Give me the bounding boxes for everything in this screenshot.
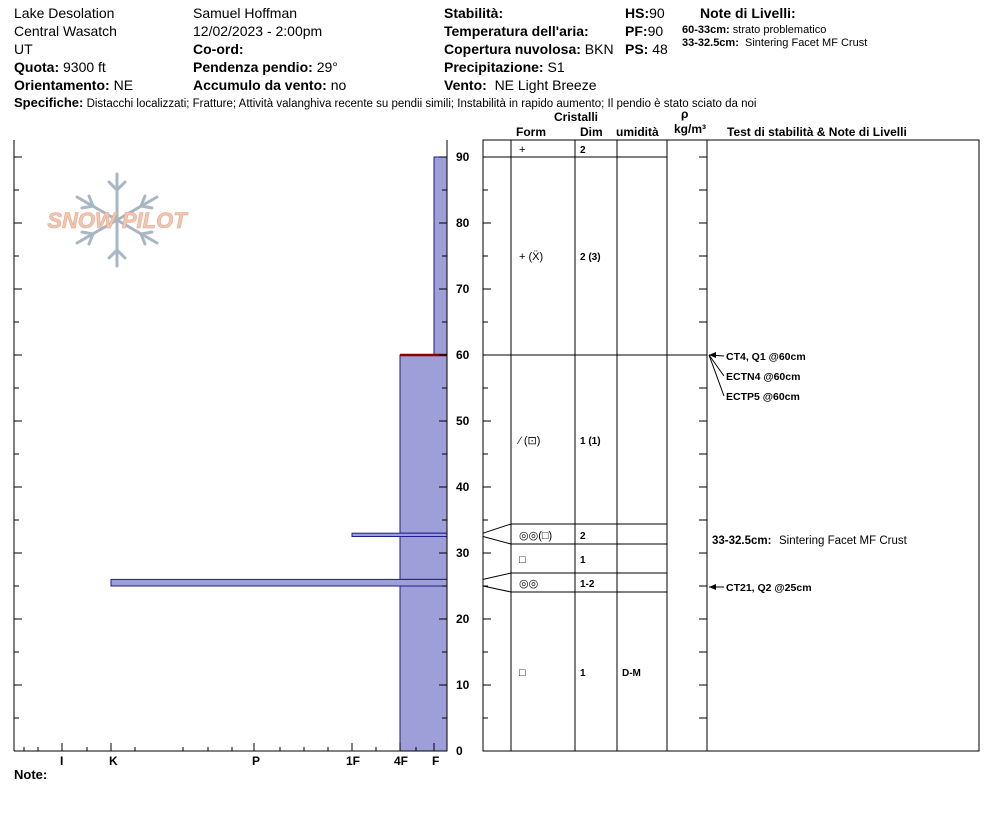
layer-note-2-text: Sintering Facet MF Crust bbox=[745, 37, 868, 49]
depth-tick-label: 10 bbox=[456, 678, 470, 692]
wind-loading-value: no bbox=[330, 77, 347, 93]
note-label: Note: bbox=[14, 767, 48, 782]
wind-loading-label: Accumulo da vento: bbox=[193, 77, 327, 93]
crystal-dim-value: 1 (1) bbox=[580, 436, 601, 447]
crystal-form-symbol: + (Ẍ) bbox=[519, 251, 544, 263]
layer-note-range: 33-32.5cm: bbox=[712, 535, 772, 547]
hardness-tick-label: I bbox=[60, 754, 64, 768]
hardness-layer-bar bbox=[111, 579, 447, 586]
coord-label: Co-ord: bbox=[193, 41, 244, 57]
precip-value: S1 bbox=[547, 59, 565, 75]
crystal-form-symbol: + bbox=[519, 144, 526, 156]
pf-label: PF: bbox=[625, 23, 648, 39]
aspect-value: NE bbox=[113, 77, 134, 93]
elevation-label: Quota: bbox=[14, 59, 60, 75]
stability-test-arrow bbox=[709, 584, 716, 590]
crystal-dim-value: 1-2 bbox=[580, 579, 595, 590]
stability-notes-header: Test di stabilità & Note di Livelli bbox=[727, 125, 907, 139]
layer-boundary-connector bbox=[483, 586, 511, 592]
stability-test-pointer bbox=[709, 355, 724, 396]
crystal-dim-value: 2 (3) bbox=[580, 252, 601, 263]
snowpilot-logo-text: SNOW PILOT bbox=[47, 208, 187, 233]
density-unit: kg/m³ bbox=[674, 122, 707, 136]
sky-label: Copertura nuvolosa: bbox=[444, 41, 581, 57]
depth-tick-label: 20 bbox=[456, 612, 470, 626]
specifics-text: Distacchi localizzati; Fratture; Attività valanghiva recente su pendii simili; Instabilità in rapido aumento; Il pendio è stato sciato da noi bbox=[86, 98, 757, 110]
state-name: UT bbox=[14, 41, 33, 57]
stability-test-label: ECTN4 @60cm bbox=[726, 371, 801, 383]
layer-boundary-connector bbox=[483, 524, 511, 533]
elevation-value: 9300 ft bbox=[63, 59, 106, 75]
crystal-dim-value: 2 bbox=[580, 145, 586, 156]
air-temp-label: Temperatura dell'aria: bbox=[444, 23, 589, 39]
depth-tick-label: 30 bbox=[456, 546, 470, 560]
crystal-form-symbol: ◎◎ bbox=[519, 578, 539, 590]
stability-tests bbox=[709, 351, 908, 594]
crystal-table bbox=[483, 140, 979, 751]
hs-value: 90 bbox=[649, 5, 665, 21]
layer-note-1-range: 60-33cm: bbox=[682, 24, 730, 36]
density-symbol: ρ bbox=[681, 107, 689, 121]
sky-value: BKN bbox=[584, 41, 614, 57]
depth-tick-label: 70 bbox=[456, 282, 470, 296]
crystal-form-symbol: ⁄ (⊡) bbox=[519, 435, 541, 447]
layer-note-2-range: 33-32.5cm: bbox=[682, 37, 739, 49]
wind-value: NE Light Breeze bbox=[494, 77, 597, 93]
depth-tick-label: 50 bbox=[456, 414, 470, 428]
hardness-tick-label: K bbox=[109, 754, 118, 768]
hardness-axis bbox=[14, 140, 447, 768]
layer-note-1-text: strato problematico bbox=[732, 24, 827, 36]
crystal-dim-value: 1 bbox=[580, 668, 586, 679]
aspect-label: Orientamento: bbox=[14, 77, 110, 93]
layer-boundary-connector bbox=[483, 537, 511, 545]
depth-tick-label: 40 bbox=[456, 480, 470, 494]
slope-value: 29° bbox=[316, 59, 338, 75]
dim-header: Dim bbox=[580, 125, 603, 139]
stability-test-label: CT4, Q1 @60cm bbox=[726, 351, 806, 363]
crystal-table-frame bbox=[483, 140, 979, 751]
layer-note-text: Sintering Facet MF Crust bbox=[779, 535, 907, 547]
crystal-form-symbol: □ bbox=[519, 667, 526, 679]
hardness-tick-label: F bbox=[432, 754, 440, 768]
hardness-tick-label: 4F bbox=[394, 754, 409, 768]
hardness-tick-label: 1F bbox=[346, 754, 361, 768]
crystals-header: Cristalli bbox=[554, 110, 599, 124]
location-name: Lake Desolation bbox=[14, 5, 115, 21]
pf-value: 90 bbox=[647, 23, 664, 39]
hardness-layer-bar bbox=[400, 586, 447, 751]
crystal-form-symbol: □ bbox=[519, 554, 526, 566]
stability-label: Stabilità: bbox=[444, 5, 504, 21]
range-name: Central Wasatch bbox=[14, 23, 117, 39]
observer-name: Samuel Hoffman bbox=[193, 5, 298, 21]
stability-test-label: ECTP5 @60cm bbox=[726, 391, 800, 403]
hardness-layer-bar bbox=[400, 355, 447, 533]
depth-tick-label: 60 bbox=[456, 348, 470, 362]
specifics-label: Specifiche: bbox=[14, 95, 84, 110]
form-header: Form bbox=[516, 125, 546, 139]
hardness-tick-label: P bbox=[252, 754, 261, 768]
crystal-dim-value: 2 bbox=[580, 531, 586, 542]
crystal-form-symbol: ◎◎(□) bbox=[519, 530, 553, 542]
hs-label: HS: bbox=[625, 5, 650, 21]
observation-datetime: 12/02/2023 - 2:00pm bbox=[193, 23, 323, 39]
hardness-layer-bar bbox=[400, 537, 447, 580]
depth-axis bbox=[14, 150, 707, 758]
depth-tick-label: 90 bbox=[456, 150, 470, 164]
slope-label: Pendenza pendio: bbox=[193, 59, 313, 75]
crystal-dim-value: 1 bbox=[580, 555, 586, 566]
layer-notes-title: Note di Livelli: bbox=[700, 5, 796, 21]
wind-label: Vento: bbox=[444, 77, 487, 93]
layer-boundary-connector bbox=[483, 573, 511, 579]
depth-tick-label: 80 bbox=[456, 216, 470, 230]
ps-value: 48 bbox=[652, 41, 668, 57]
moisture-header: umidità bbox=[616, 125, 659, 139]
precip-label: Precipitazione: bbox=[444, 59, 544, 75]
stability-test-pointer bbox=[709, 355, 724, 376]
stability-test-label: CT21, Q2 @25cm bbox=[726, 582, 812, 594]
ps-label: PS: bbox=[625, 41, 649, 57]
hardness-layers bbox=[111, 157, 447, 751]
crystal-moisture-value: D-M bbox=[622, 668, 641, 679]
depth-tick-label: 0 bbox=[456, 744, 463, 758]
